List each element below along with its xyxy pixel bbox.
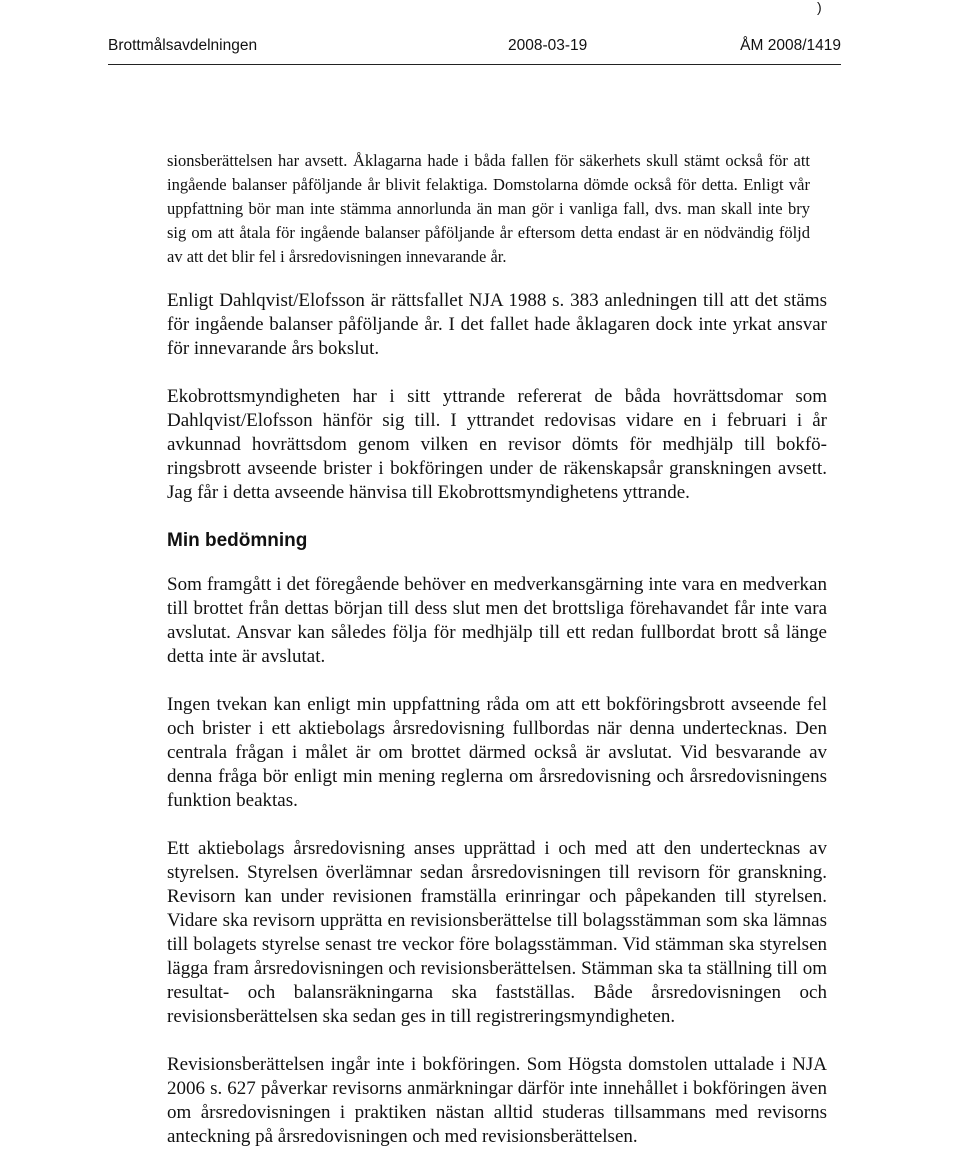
header-department: Brottmålsavdelningen — [108, 37, 258, 54]
body-paragraph-3: Som framgått i det föregående behöver en medverkansgärning inte vara en medverkan till brottet från dettas början till dess slut men det brottsliga förehavandet får inte vara avslutat. Ansvar kan således följa för medhjälp till ett redan fullbordat brott så länge detta inte är avslutat. — [167, 574, 827, 667]
document-body — [167, 289, 827, 1173]
body-paragraph-4: Ingen tvekan kan enligt min uppfattning råda om att ett bokföringsbrott avseende fel och brister i ett aktiebolags årsredovisning fullbordas när denna undertecknas. Den centrala frågan i målet är om brottet därmed också är avslutat. Vid besvarande av denna fråga bör enligt min mening reglerna om årsredovisning och årsredovisningens funktion beaktas. — [167, 694, 827, 811]
body-paragraph-2: Ekobrottsmyndigheten har i sitt yttrande refererat de båda hovrättsdomar som Dahlqvist/Elofsson hänför sig till. I yttrandet redovisas vidare en i februari i år avkunnad hovrättsdom genom vilken en revisor dömts för medhjälp till bokföringsbrott avseende brister i bokföringen under de räkenskapsår granskningen avsett. Jag får i detta avseende hänvisa till Ekobrottsmyndighetens yttrande. — [167, 386, 827, 503]
header-case-number: ÅM 2008/1419 — [740, 37, 841, 54]
header-date: 2008-03-19 — [508, 37, 588, 54]
section-heading: Min bedömning — [167, 530, 308, 551]
header-divider — [108, 64, 841, 65]
body-paragraph-6: Revisionsberättelsen ingår inte i bokföringen. Som Högsta domstolen uttalade i NJA 2006 s. 627 påverkar revisorns anmärkningar därför inte innehållet i bokföringen även om årsredovisningen i praktiken nästan alltid studeras tillsammans med revisorns anteckning på årsredovisningen och med revisionsberättelsen. — [167, 1054, 827, 1147]
quote-paragraph: sionsberättelsen har avsett. Åklagarna hade i båda fallen för säkerhets skull stämt också för att ingående balanser påföljande år blivit felaktiga. Domstolarna dömde också för detta. Enligt vår uppfattning bör man inte stämma annorlunda än man gör i vanliga fall, dvs. man skall inte bry sig om att åtala för ingående balanser påföljande år eftersom detta endast är en nödvändig följd av att det blir fel i årsredovisningen innevarande år. — [167, 151, 810, 266]
body-paragraph-1: Enligt Dahlqvist/Elofsson är rättsfallet NJA 1988 s. 383 anledningen till att det stäms för ingående balanser påföljande år. I det fallet hade åklagaren dock inte yrkat ansvar för innevarande års bokslut. — [167, 290, 827, 359]
block-quote — [167, 149, 810, 269]
page-header — [108, 37, 841, 57]
corner-mark: ) — [817, 0, 822, 15]
body-paragraph-5: Ett aktiebolags årsredovisning anses upprättad i och med att den undertecknas av styrelsen. Styrelsen överlämnar sedan årsredovisningen till revisorn för granskning. Revisorn kan under revisionen framställa erinringar och påpekanden till styrelsen. Vidare ska revisorn upprätta en revisionsberättelse till bolagsstämman som ska lämnas till bolagets styrelse senast tre veckor före bolagsstämman. Vid stämman ska styrelsen lägga fram årsredovisningen och revisionsberättelsen. Stämman ska ta ställning till om resultat- och balansräkningarna ska fastställas. Både årsredovisningen och revisionsberättelsen ska sedan ges in till registreringsmyndigheten. — [167, 838, 827, 1027]
